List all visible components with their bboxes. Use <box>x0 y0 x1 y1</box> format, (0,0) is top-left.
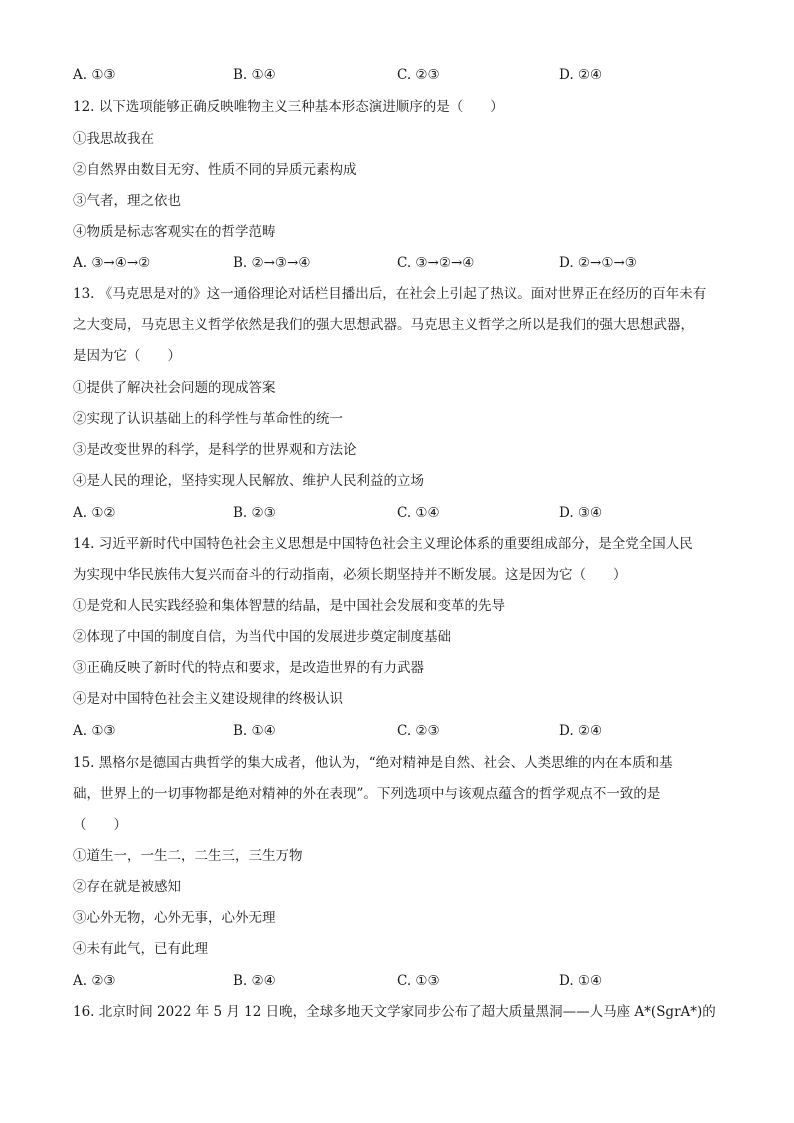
q15-stem-line-2: 础，世界上的一切事物都是绝对精神的外在表现”。下列选项中与该观点蕴含的哲学观点不一致的是 <box>73 786 661 802</box>
q15-stem-line-1: 15. 黑格尔是德国古典哲学的集大成者，他认为，“绝对精神是自然、社会、人类思维的内在本质和基 <box>73 755 673 771</box>
q12-option-c: C. ③→②→④ <box>397 255 475 271</box>
q13-option-d: D. ③④ <box>559 505 603 521</box>
q13-option-a: A. ①② <box>73 505 116 521</box>
q14-item-4: ④是对中国特色社会主义建设规律的终极认识 <box>73 691 343 707</box>
q11-option-a: A. ①③ <box>73 67 116 83</box>
q14-option-c: C. ②③ <box>397 723 440 739</box>
q12-item-4: ④物质是标志客观实在的哲学范畴 <box>73 224 276 240</box>
q15-option-b: B. ②④ <box>233 973 276 989</box>
q15-options <box>73 972 733 990</box>
q14-option-a: A. ①③ <box>73 723 116 739</box>
q16-stem-line-1: 16. 北京时间 2022 年 5 月 12 日晚，全球多地天文学家同步公布了超大质量黑洞——人马座 A*(SgrA*)的 <box>73 1004 716 1020</box>
q13-option-b: B. ②③ <box>233 505 276 521</box>
q13-item-1: ①提供了解决社会问题的现成答案 <box>73 380 276 396</box>
q15-stem-line-3: （ ） <box>73 817 127 833</box>
q12-option-d: D. ②→①→③ <box>559 255 637 271</box>
q14-item-2: ②体现了中国的制度自信，为当代中国的发展进步奠定制度基础 <box>73 629 451 645</box>
q13-item-2: ②实现了认识基础上的科学性与革命性的统一 <box>73 411 343 427</box>
q13-stem-line-2: 之大变局，马克思主义哲学依然是我们的强大思想武器。马克思主义哲学之所以是我们的强大思想武器， <box>73 317 694 333</box>
q13-stem-line-1: 13. 《马克思是对的》这一通俗理论对话栏目播出后，在社会上引起了热议。面对世界正在经历的百年未有 <box>73 286 707 302</box>
q14-option-d: D. ②④ <box>559 723 603 739</box>
q11-option-b: B. ①④ <box>233 67 276 83</box>
q13-option-c: C. ①④ <box>397 505 440 521</box>
q12-item-2: ②自然界由数目无穷、性质不同的异质元素构成 <box>73 162 357 178</box>
q14-item-1: ①是党和人民实践经验和集体智慧的结晶，是中国社会发展和变革的先导 <box>73 598 505 614</box>
q12-option-a: A. ③→④→② <box>73 255 151 271</box>
q12-item-1: ①我思故我在 <box>73 131 154 147</box>
q12-stem: 12. 以下选项能够正确反映唯物主义三种基本形态演进顺序的是（ ） <box>73 99 504 115</box>
q15-item-4: ④未有此气，已有此理 <box>73 941 208 957</box>
q14-stem-line-1: 14. 习近平新时代中国特色社会主义思想是中国特色社会主义理论体系的重要组成部分，是全党全国人民 <box>73 536 693 552</box>
q14-item-3: ③正确反映了新时代的特点和要求，是改造世界的有力武器 <box>73 660 424 676</box>
q13-stem-line-3: 是因为它（ ） <box>73 348 181 364</box>
q13-options <box>73 504 733 522</box>
q13-item-4: ④是人民的理论，坚持实现人民解放、维护人民利益的立场 <box>73 473 424 489</box>
q12-options <box>73 254 733 272</box>
q15-option-a: A. ②③ <box>73 973 116 989</box>
q11-option-c: C. ②③ <box>397 67 440 83</box>
q15-option-c: C. ①③ <box>397 973 440 989</box>
q12-option-b: B. ②→③→④ <box>233 255 311 271</box>
q12-item-3: ③气者，理之依也 <box>73 193 181 209</box>
q14-option-b: B. ①④ <box>233 723 276 739</box>
q14-options <box>73 722 733 740</box>
q11-option-d: D. ②④ <box>559 67 603 83</box>
q15-option-d: D. ①④ <box>559 973 603 989</box>
q14-stem-line-2: 为实现中华民族伟大复兴而奋斗的行动指南，必须长期坚持并不断发展。这是因为它（ ） <box>73 567 627 583</box>
q15-item-1: ①道生一，一生二，二生三，三生万物 <box>73 848 303 864</box>
q11-options <box>73 66 733 84</box>
q15-item-3: ③心外无物，心外无事，心外无理 <box>73 910 276 926</box>
q15-item-2: ②存在就是被感知 <box>73 879 181 895</box>
q13-item-3: ③是改变世界的科学，是科学的世界观和方法论 <box>73 442 357 458</box>
